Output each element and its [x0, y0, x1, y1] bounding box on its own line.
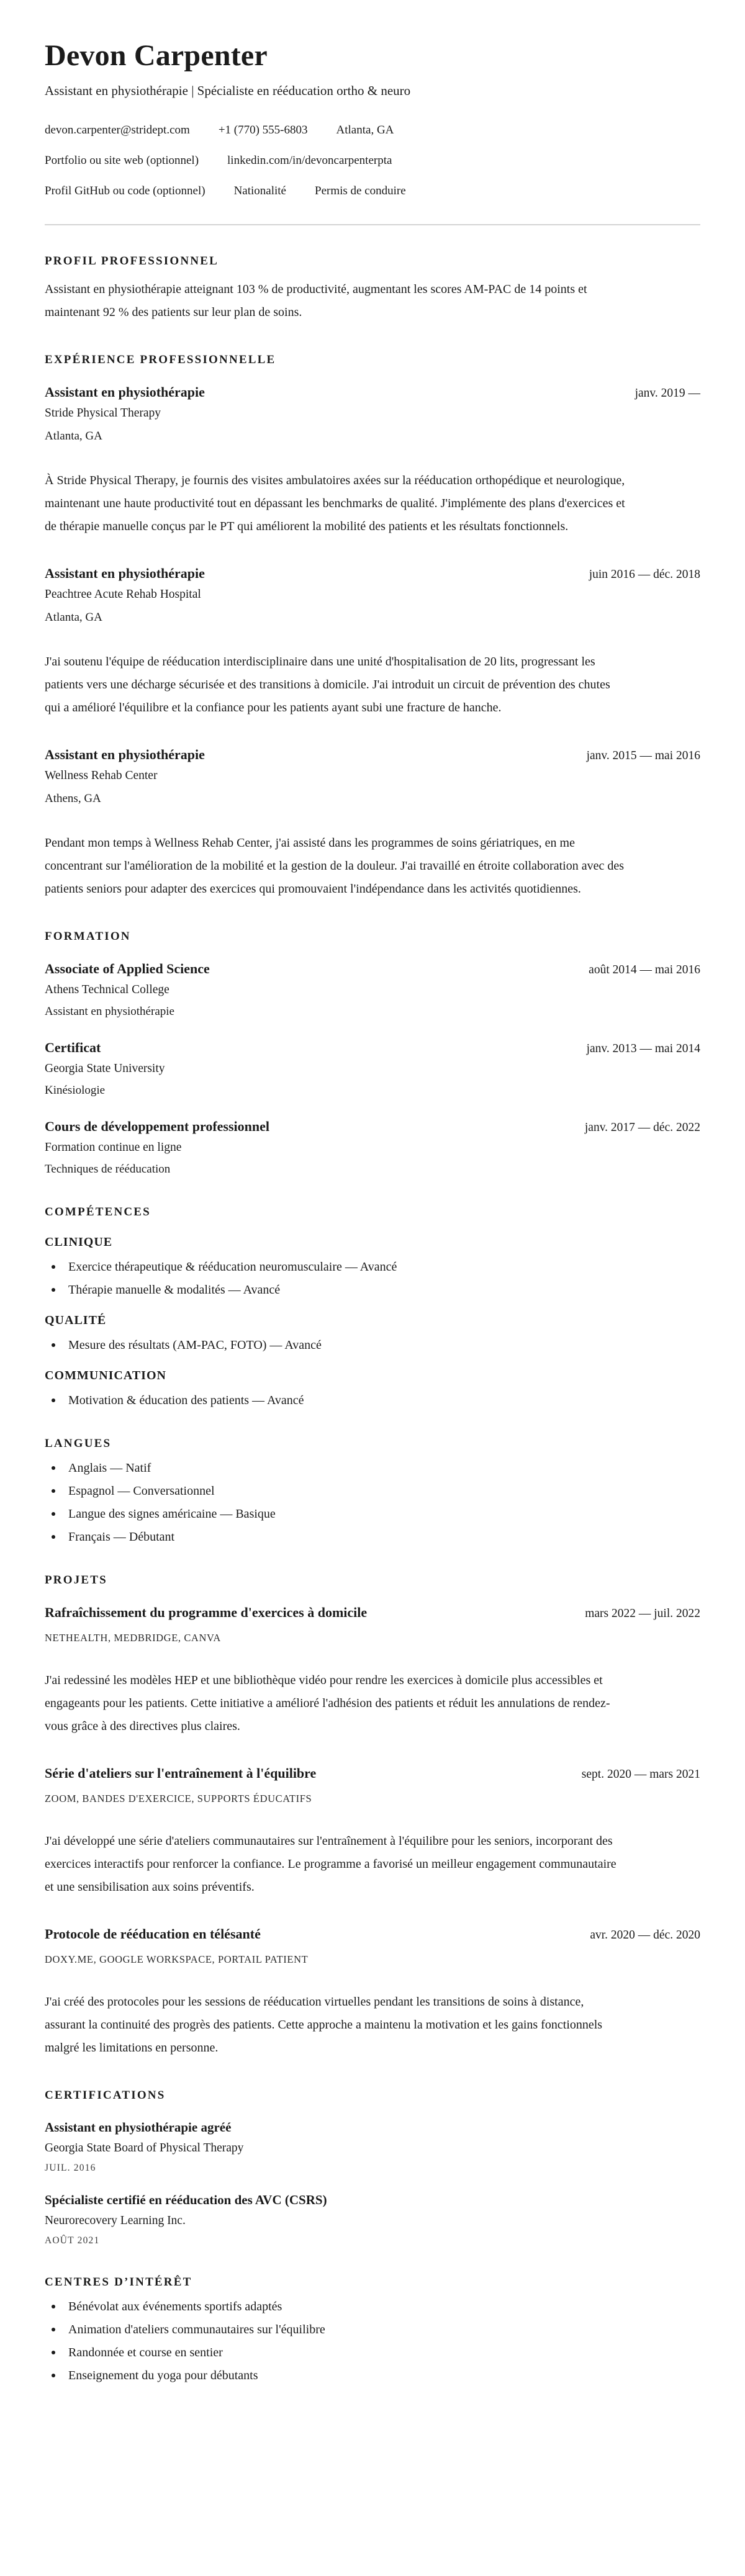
job-location: Atlanta, GA: [45, 610, 102, 624]
interest-item: Bénévolat aux événements sportifs adaptés: [45, 2299, 700, 2314]
skill-group-label: QUALITÉ: [45, 1313, 107, 1327]
contact-row-1: [45, 124, 700, 137]
job-company: Stride Physical Therapy: [45, 406, 161, 420]
section-skills: [45, 1205, 700, 1408]
job-dates: janv. 2019 —: [634, 386, 700, 400]
contact-row-3: [45, 184, 700, 198]
school-name: Athens Technical College: [45, 983, 169, 996]
certification-title: Spécialiste certifié en rééducation des AVC (CSRS): [45, 2192, 327, 2207]
section-certifications: [45, 2089, 700, 2246]
skill-group-label: CLINIQUE: [45, 1235, 113, 1249]
profile-summary: Assistant en physiothérapie atteignant 103 % de productivité, augmentant les scores AM-PAC de 14 points et maintenant 92 % des patients sur leur plan de soins.: [45, 282, 587, 319]
section-languages: [45, 1437, 700, 1544]
job-company: Wellness Rehab Center: [45, 768, 158, 782]
resume-header: [45, 40, 700, 198]
project-tools: ZOOM, BANDES D'EXERCICE, SUPPORTS ÉDUCATIFS: [45, 1792, 312, 1804]
interest-item: Randonnée et course en sentier: [45, 2345, 700, 2360]
degree-dates: août 2014 — mai 2016: [589, 963, 700, 976]
skill-list: [45, 1338, 700, 1353]
project-description: J'ai développé une série d'ateliers communautaires sur l'entraînement à l'équilibre pour les seniors, incorporant des exercices interactifs pour renforcer la confiance. Le programme a favorisé un meilleur engagement communautaire et une sensibilisation aux soins préventifs.: [45, 1834, 616, 1894]
project-tools: DOXY.ME, GOOGLE WORKSPACE, PORTAIL PATIENT: [45, 1953, 309, 1965]
job-description: Pendant mon temps à Wellness Rehab Center, j'ai assisté dans les programmes de soins gériatriques, en me concentrant sur l'amélioration de la mobilité et la gestion de la douleur. J'ai travaillé en étroite collaboration avec des patients seniors pour adapter des exercices qui promouvaient l'indépendance dans les activités quotidiennes.: [45, 835, 624, 896]
project-entry-head: [45, 1926, 700, 1942]
job-title: Assistant en physiothérapie: [45, 565, 205, 581]
project-description: J'ai créé des protocoles pour les sessions de rééducation virtuelles pendant les transitions de soins à distance, assurant la continuité des progrès des patients. Cette approche a maintenu la motivation et les gains fonctionnels malgré les limitations en personne.: [45, 1994, 603, 2055]
section-heading-experience: EXPÉRIENCE PROFESSIONNELLE: [45, 353, 276, 366]
project-entry: [45, 1605, 700, 1738]
experience-entry-head: [45, 565, 700, 582]
education-entry-head: [45, 1119, 700, 1135]
degree-title: Associate of Applied Science: [45, 960, 210, 976]
certification-issuer: Georgia State Board of Physical Therapy: [45, 2141, 244, 2155]
project-title: Série d'ateliers sur l'entraînement à l'équilibre: [45, 1765, 317, 1781]
section-education: [45, 930, 700, 1176]
project-dates: sept. 2020 — mars 2021: [581, 1767, 700, 1781]
phone-number: +1 (770) 555-6803: [218, 123, 308, 137]
education-entry: [45, 1119, 700, 1176]
skill-item: Exercice thérapeutique & rééducation neuromusculaire — Avancé: [45, 1259, 700, 1274]
certification-date: JUIL. 2016: [45, 2162, 96, 2173]
skill-item: Mesure des résultats (AM-PAC, FOTO) — Avancé: [45, 1338, 700, 1353]
skill-item: Motivation & éducation des patients — Avancé: [45, 1393, 700, 1408]
language-list: [45, 1461, 700, 1544]
school-name: Georgia State University: [45, 1061, 165, 1075]
nationality-label: Nationalité: [233, 184, 286, 197]
education-entry-head: [45, 961, 700, 977]
header-divider: [45, 224, 700, 225]
interest-item: Animation d'ateliers communautaires sur l'équilibre: [45, 2322, 700, 2337]
project-entry: [45, 1926, 700, 2060]
experience-entry-head: [45, 384, 700, 400]
section-profile: [45, 254, 700, 324]
project-entry-head: [45, 1605, 700, 1621]
project-entry-head: [45, 1765, 700, 1781]
linkedin-link[interactable]: linkedin.com/in/devoncarpenterpta: [227, 153, 392, 167]
education-entry: [45, 961, 700, 1019]
candidate-name: Devon Carpenter: [45, 39, 268, 72]
experience-entry: [45, 747, 700, 901]
section-projects: [45, 1574, 700, 2060]
driving-license-label: Permis de conduire: [315, 184, 406, 197]
degree-dates: janv. 2013 — mai 2014: [586, 1042, 700, 1055]
section-heading-certifications: CERTIFICATIONS: [45, 2088, 166, 2102]
project-dates: avr. 2020 — déc. 2020: [590, 1928, 700, 1942]
job-location: Athens, GA: [45, 791, 101, 805]
language-item: Français — Débutant: [45, 1529, 700, 1544]
section-heading-skills: COMPÉTENCES: [45, 1205, 151, 1218]
job-description: J'ai soutenu l'équipe de rééducation interdisciplinaire dans une unité d'hospitalisation de 20 lits, progressant les patients vers une décharge sécurisée et des transitions à domicile. J'ai introduit un circuit de prévention des chutes qui a amélioré l'équilibre et la confiance pour les patients ayant subi une fracture de hanche.: [45, 654, 610, 714]
project-title: Rafraîchissement du programme d'exercices à domicile: [45, 1604, 368, 1620]
project-description: J'ai redessiné les modèles HEP et une bibliothèque vidéo pour rendre les exercices à domicile plus accessibles et engageants pour les patients. Cette initiative a amélioré l'adhésion des patients et réduit les annulations de rendez-vous grâce à des directives plus claires.: [45, 1673, 610, 1733]
portfolio-label: Portfolio ou site web (optionnel): [45, 153, 199, 167]
project-title: Protocole de rééducation en télésanté: [45, 1925, 261, 1942]
certification-entry: [45, 2192, 700, 2246]
interest-list: [45, 2299, 700, 2383]
certification-title: Assistant en physiothérapie agréé: [45, 2119, 232, 2135]
job-title: Assistant en physiothérapie: [45, 746, 205, 762]
github-label: Profil GitHub ou code (optionnel): [45, 184, 205, 197]
section-heading-interests: CENTRES D’INTÉRÊT: [45, 2275, 192, 2289]
section-heading-projects: PROJETS: [45, 1573, 107, 1587]
language-item: Langue des signes américaine — Basique: [45, 1506, 700, 1521]
certification-issuer: Neurorecovery Learning Inc.: [45, 2213, 186, 2227]
degree-title: Certificat: [45, 1039, 101, 1055]
job-description: À Stride Physical Therapy, je fournis des visites ambulatoires axées sur la rééducation orthopédique et neurologique, maintenant une haute productivité tout en dépassant les benchmarks de qualité. J'implémente des plans d'exercices et de thérapie manuelle conçus par le PT qui améliorent la mobilité des patients et les résultats fonctionnels.: [45, 473, 625, 533]
certification-date: AOÛT 2021: [45, 2235, 100, 2246]
field-of-study: Techniques de rééducation: [45, 1162, 171, 1176]
project-tools: NETHEALTH, MEDBRIDGE, CANVA: [45, 1631, 221, 1644]
contact-row-2: [45, 154, 700, 168]
field-of-study: Assistant en physiothérapie: [45, 1004, 174, 1018]
skill-list: [45, 1393, 700, 1408]
section-heading-profile: PROFIL PROFESSIONNEL: [45, 254, 219, 268]
education-entry: [45, 1040, 700, 1097]
skill-group-label: COMMUNICATION: [45, 1368, 166, 1382]
experience-entry: [45, 384, 700, 538]
candidate-headline: Assistant en physiothérapie | Spécialiste en rééducation ortho & neuro: [45, 83, 411, 98]
skill-list: [45, 1259, 700, 1297]
experience-entry: [45, 565, 700, 719]
location-text: Atlanta, GA: [336, 123, 394, 137]
education-entry-head: [45, 1040, 700, 1056]
section-experience: [45, 353, 700, 901]
degree-dates: janv. 2017 — déc. 2022: [584, 1120, 700, 1134]
job-dates: janv. 2015 — mai 2016: [586, 749, 700, 762]
school-name: Formation continue en ligne: [45, 1140, 182, 1154]
job-location: Atlanta, GA: [45, 429, 102, 443]
job-company: Peachtree Acute Rehab Hospital: [45, 587, 201, 601]
language-item: Espagnol — Conversationnel: [45, 1484, 700, 1498]
project-dates: mars 2022 — juil. 2022: [585, 1606, 700, 1620]
section-heading-languages: LANGUES: [45, 1436, 112, 1450]
interest-item: Enseignement du yoga pour débutants: [45, 2368, 700, 2383]
degree-title: Cours de développement professionnel: [45, 1118, 269, 1134]
project-entry: [45, 1765, 700, 1899]
job-title: Assistant en physiothérapie: [45, 384, 205, 400]
job-dates: juin 2016 — déc. 2018: [589, 567, 700, 581]
language-item: Anglais — Natif: [45, 1461, 700, 1475]
experience-entry-head: [45, 747, 700, 763]
section-interests: [45, 2276, 700, 2383]
field-of-study: Kinésiologie: [45, 1083, 106, 1097]
email-link[interactable]: devon.carpenter@stridept.com: [45, 123, 190, 137]
skill-item: Thérapie manuelle & modalités — Avancé: [45, 1282, 700, 1297]
section-heading-education: FORMATION: [45, 929, 131, 943]
certification-entry: [45, 2120, 700, 2174]
